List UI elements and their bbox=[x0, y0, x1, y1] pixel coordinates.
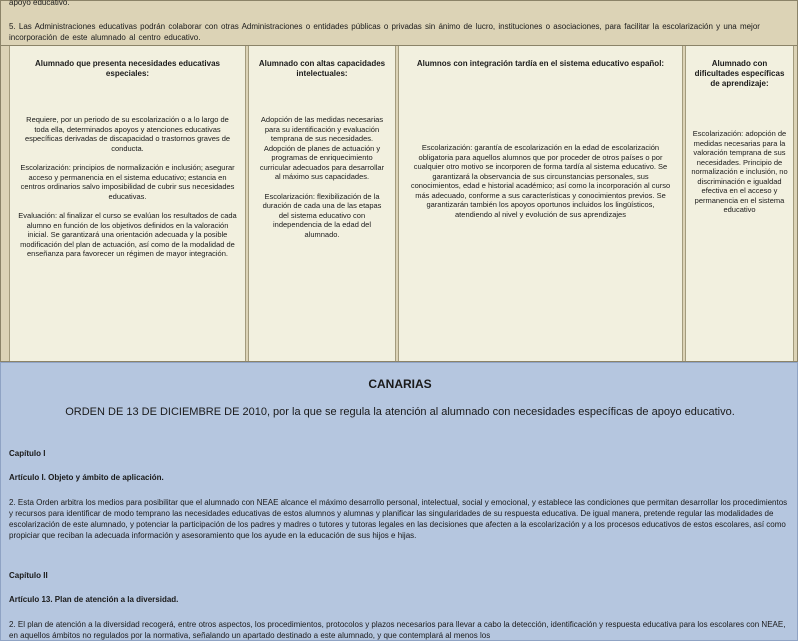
column-integracion-tardia bbox=[398, 46, 683, 361]
column-paragraph: Adopción de las medidas necesarias para su identificación y evaluación temprana de sus necesidades. Adopción de planes de actuación y programas de enriquecimiento curricular adecuados para desarrollar al máximo sus capacidades. bbox=[259, 115, 385, 181]
article-paragraph: 2. Esta Orden arbitra los medios para posibilitar que el alumnado con NEAE alcance el máximo desarrollo personal, intelectual, social y emocional, y establece las condiciones que permitan desarrollar los procedimientos y recursos para identificar de modo temprano las necesidades educativas de estos alumnos y alumnas y planificar las singularidades de su respuesta educativa. De igual manera, pretende regular las modalidades de escolarización de este alumnado, y potenciar la participación de los padres y madres o tutores y tutoras legales en las decisiones que afecten a la escolarización y a los procesos educativos de estos escolares, así como propiciar que reciban la adecuada información y asesoramiento que los ayude en la educación de sus hijos e hijas. bbox=[9, 498, 788, 540]
article-paragraph: 2. El plan de atención a la diversidad recogerá, entre otros aspectos, los procedimientos, protocolos y plazos necesarios para llevar a cabo la detección, identificación y respuesta educativa para los escolares con NEAE, en aquellos ámbitos no regulados por la normativa, señalando un apartado destinado a este alumnado, y que contemplará al menos los bbox=[9, 620, 786, 640]
chapter-heading: Capítulo II bbox=[9, 571, 48, 580]
section-title: CANARIAS bbox=[368, 377, 432, 391]
chapter-heading: Capítulo I bbox=[9, 449, 46, 458]
column-heading: Alumnado con altas capacidades intelectuales: bbox=[258, 59, 386, 78]
column-paragraph: Escolarización: flexibilización de la duración de cada una de las etapas del sistema educativo con independencia de la edad del alumnado. bbox=[262, 191, 382, 239]
column-paragraph: Requiere, por un periodo de su escolarización o a lo largo de toda ella, determinados apoyos y atenciones educativas específicas derivadas de discapacidad o trastornos graves de conducta. bbox=[24, 115, 231, 153]
columns-table bbox=[9, 46, 794, 361]
column-paragraph: Escolarización: garantía de escolarización en la edad de escolarización obligatoria para aquellos alumnos que por proceder de otros países o por cualquier otro motivo se incorporen de forma tardía al sistema educativo. Se garantizará la observancia de sus circunstancias personales, sus conocimientos, edad e historial académico; así como la incorporación al curso más adecuado, conforme a sus características y conocimientos previos. Se garantizarán también los apoyos oportunos incluidos los lingüísticos, atendiendo al nivel y evolución de sus aprendizajes bbox=[410, 143, 671, 219]
column-heading: Alumnado que presenta necesidades educativas especiales: bbox=[35, 59, 220, 78]
column-paragraph: Escolarización: principios de normalización e inclusión; asegurar acceso y permanencia en el sistema educativo; estancia en centros ordinarios salvo imposibilidad de cubrir sus necesidades educativas. bbox=[20, 163, 235, 201]
article-heading: Artículo I. Objeto y ámbito de aplicación. bbox=[9, 473, 164, 482]
column-nee bbox=[9, 46, 246, 361]
column-dificultades-aprendizaje bbox=[685, 46, 794, 361]
canarias-section bbox=[0, 362, 798, 641]
intro-paragraph: 5. Las Administraciones educativas podrán colaborar con otras Administraciones o entidades públicas o privadas sin ánimo de lucro, instituciones o asociaciones, para facilitar la escolarización y una mejor incorporación de este alumnado al centro educativo. bbox=[9, 22, 760, 42]
top-line-text: apoyo educativo. bbox=[9, 0, 70, 7]
article-heading: Artículo 13. Plan de atención a la diversidad. bbox=[9, 595, 179, 604]
orden-title: ORDEN DE 13 DE DICIEMBRE DE 2010, por la que se regula la atención al alumnado con necesidades específicas de apoyo educativo. bbox=[65, 406, 735, 418]
column-altas-capacidades bbox=[248, 46, 396, 361]
column-heading: Alumnos con integración tardía en el sistema educativo español: bbox=[416, 59, 665, 68]
column-paragraph: Evaluación: al finalizar el curso se evalúan los resultados de cada alumno en función de los objetivos definidos en la valoración inicial. Se garantizará una orientación adecuada y la posible modificación del plan de actuación, así como de la modalidad de enseñanza para favorecer un régimen de mayor integración. bbox=[18, 211, 237, 258]
column-paragraph: Escolarización: adopción de medidas necesarias para la valoración temprana de sus necesidades. Principio de normalización e inclusión, no discriminación e igualdad efectiva en el acceso y permanencia en el sistema educativo bbox=[691, 129, 788, 214]
column-heading: Alumnado con dificultades específicas de aprendizaje: bbox=[694, 59, 785, 88]
